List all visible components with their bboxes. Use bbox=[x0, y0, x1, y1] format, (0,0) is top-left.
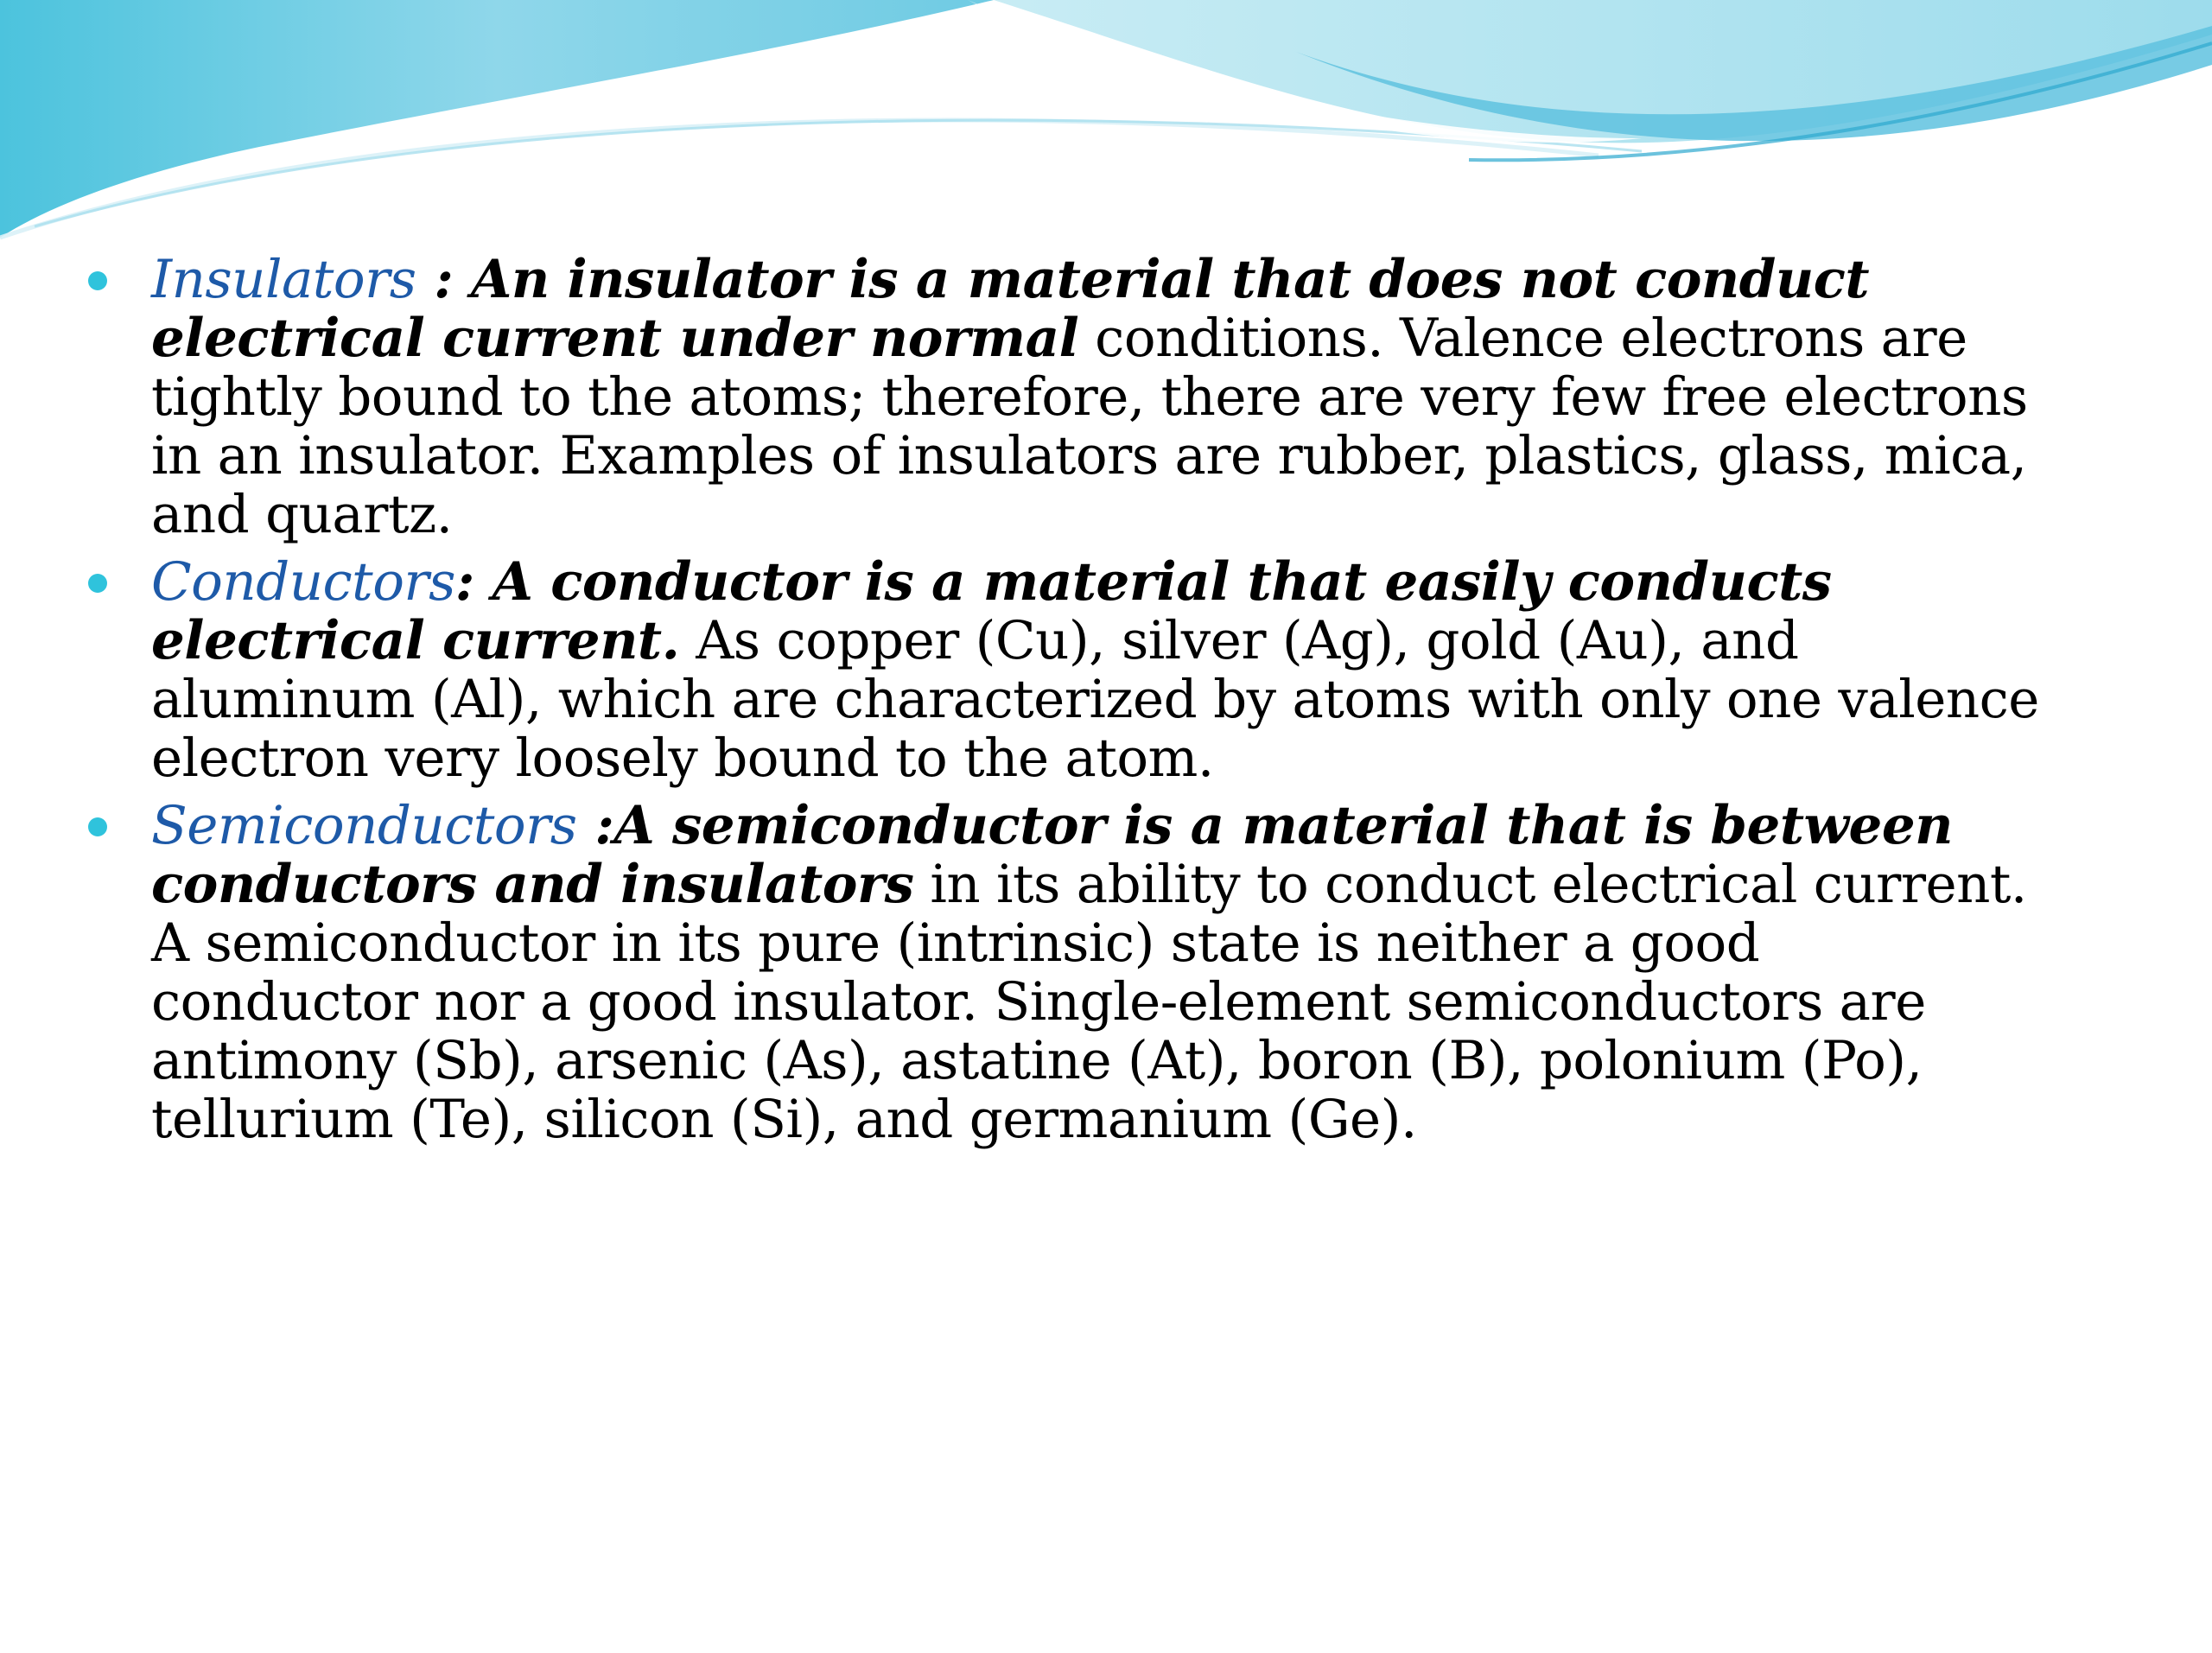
body-insulators: conditions. Valence electrons are tightly bound to the atoms; therefore, there are very few free electrons in an insulator. Examples of insulators are rubber, plastics, glass, mica, and quartz. bbox=[151, 308, 2028, 545]
wave-left bbox=[0, 0, 994, 238]
slide-content bbox=[0, 251, 2212, 1158]
definition-insulators: : An insulator is a material that does not conduct electrical current under normal bbox=[151, 249, 1870, 369]
header-wave-decoration bbox=[0, 0, 2212, 259]
body-semiconductors: in its ability to conduct electrical current. A semiconductor in its pure (intrinsic) state is neither a good conductor nor a good insulator. Single-element semiconductors are antimony (Sb), arsenic (As), astatine (At), boron (B), polonium (Po), tellurium (Te), silicon (Si), and germanium (Ge). bbox=[151, 854, 2027, 1150]
bullet-dot-icon bbox=[88, 574, 107, 593]
bullet-insulators bbox=[0, 251, 2212, 544]
bullet-conductors bbox=[0, 553, 2212, 788]
bullet-semiconductors bbox=[0, 797, 2212, 1149]
definition-conductors: : A conductor is a material that easily conducts electrical current. bbox=[151, 551, 1832, 671]
bullet-dot-icon bbox=[88, 271, 107, 290]
term-insulators: Insulators bbox=[151, 249, 416, 310]
bullet-list bbox=[0, 251, 2212, 1149]
bullet-dot-icon bbox=[88, 817, 107, 836]
definition-semiconductors: :A semiconductor is a material that is between conductors and insulators bbox=[151, 795, 1954, 915]
term-conductors: Conductors bbox=[151, 551, 455, 613]
term-semiconductors: Semiconductors bbox=[151, 795, 577, 856]
body-conductors: As copper (Cu), silver (Ag), gold (Au), and aluminum (Al), which are characterized by atoms with only one valence electron very loosely bound to the atom. bbox=[151, 610, 2039, 789]
